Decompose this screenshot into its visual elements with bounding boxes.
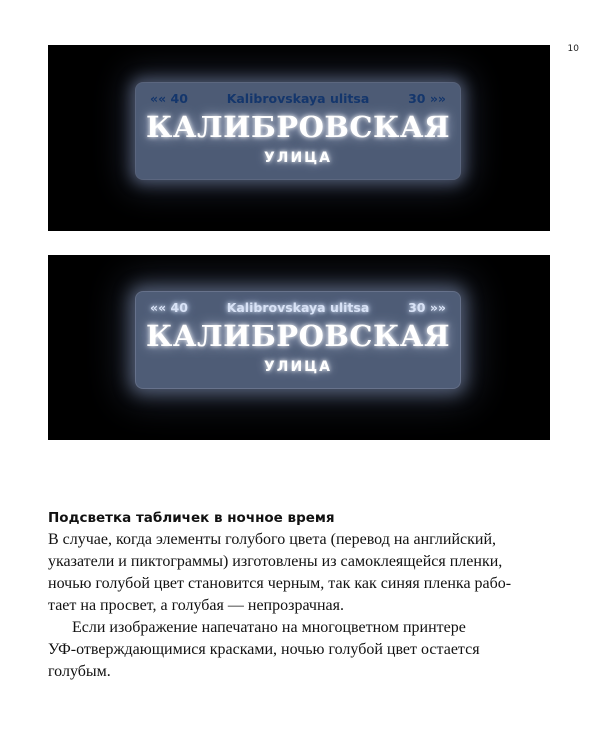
street-name: КАЛИБРОВСКАЯ: [145, 110, 451, 144]
right-house-numbers: 30 »»: [408, 300, 446, 315]
paragraph-2: Если изображение напечатано на многоцветном принтере УФ-отверждающимися красками, ночью голубой цвет остается голубым.: [48, 619, 480, 680]
paragraph-1: В случае, когда элементы голубого цвета (перевод на английский, указатели и пиктограммы) изготовлены из самоклеящейся пленки, ночью голубой цвет становится черным, так как синяя пленка рабо- тает на просвет, а голубая — непрозрачная.: [48, 531, 512, 614]
right-house-numbers: 30 »»: [408, 91, 446, 106]
street-type: УЛИЦА: [264, 359, 332, 375]
sign-top-row: [150, 300, 446, 316]
page-number: 10: [567, 44, 579, 54]
street-name-latin: Kalibrovskaya ulitsa: [226, 91, 370, 106]
left-house-numbers: «« 40: [150, 300, 188, 315]
sign-top-row: [150, 91, 446, 107]
street-name-latin: Kalibrovskaya ulitsa: [226, 300, 370, 315]
street-sign: [136, 292, 460, 388]
sign-photo-night: [48, 255, 550, 440]
article-text: [48, 507, 568, 683]
left-house-numbers: «« 40: [150, 91, 188, 106]
street-sign: [136, 83, 460, 179]
street-type: УЛИЦА: [264, 150, 332, 166]
street-name: КАЛИБРОВСКАЯ: [145, 319, 451, 353]
section-heading: Подсветка табличек в ночное время: [48, 510, 335, 526]
sign-photo-day: [48, 45, 550, 231]
